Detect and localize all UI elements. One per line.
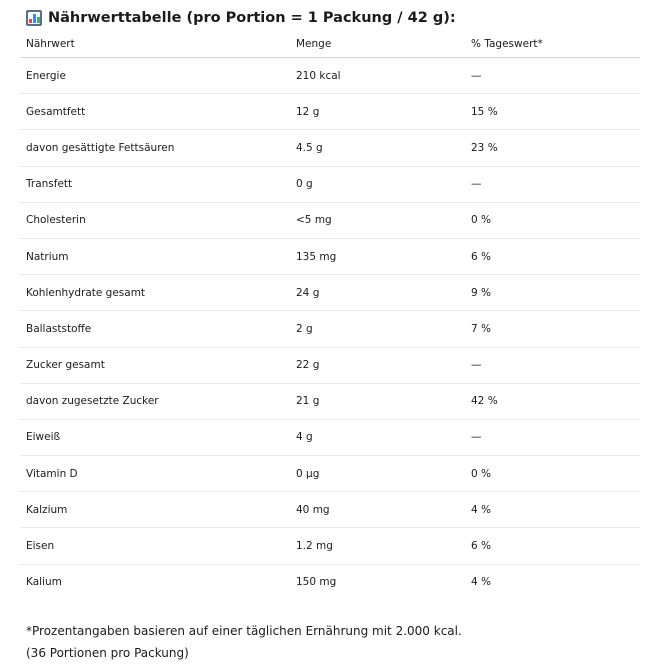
daily-value-cell: 9 %	[465, 275, 640, 311]
table-row	[20, 419, 640, 455]
nutrient-name-cell: Eisen	[20, 528, 290, 564]
nutrition-table	[20, 30, 640, 600]
nutrient-name-cell: Kohlenhydrate gesamt	[20, 275, 290, 311]
header-menge: Menge	[290, 30, 465, 58]
table-row	[20, 383, 640, 419]
nutrient-name-cell: davon zugesetzte Zucker	[20, 383, 290, 419]
nutrient-name-cell: Zucker gesamt	[20, 347, 290, 383]
amount-cell: 2 g	[290, 311, 465, 347]
nutrient-name-cell: Cholesterin	[20, 202, 290, 238]
table-row	[20, 238, 640, 274]
title-text: Nährwerttabelle (pro Portion = 1 Packung / 42 g):	[48, 10, 456, 26]
amount-cell: 21 g	[290, 383, 465, 419]
amount-cell: 150 mg	[296, 576, 337, 589]
daily-value-cell: 7 %	[465, 311, 640, 347]
nutrient-name-cell: Vitamin D	[20, 456, 290, 492]
footnote	[26, 620, 462, 664]
table-body	[20, 58, 640, 600]
nutrient-name-cell: Kalzium	[20, 492, 290, 528]
daily-value-cell: 42 %	[465, 383, 640, 419]
nutrient-name-cell: Energie	[20, 58, 290, 94]
nutrient-name-cell: davon gesättigte Fettsäuren	[20, 130, 290, 166]
table-row	[20, 94, 640, 130]
amount-cell: 0 g	[290, 166, 465, 202]
table-row	[20, 166, 640, 202]
header-naehrwert: Nährwert	[20, 30, 290, 58]
daily-value-cell: —	[465, 166, 640, 202]
table-row	[20, 58, 640, 94]
nutrient-name-cell: Kalium	[26, 576, 62, 589]
daily-value-cell: —	[465, 347, 640, 383]
daily-value-cell: 23 %	[465, 130, 640, 166]
daily-value-cell: 0 %	[465, 202, 640, 238]
amount-cell: 12 g	[290, 94, 465, 130]
amount-cell: 24 g	[290, 275, 465, 311]
amount-cell: 4 g	[290, 419, 465, 455]
table-header-row	[20, 30, 640, 58]
daily-value-cell: 0 %	[465, 456, 640, 492]
table-row	[20, 202, 640, 238]
header-tageswert: % Tageswert*	[465, 30, 640, 58]
amount-cell: 1.2 mg	[290, 528, 465, 564]
footnote-line-2: (36 Portionen pro Packung)	[26, 646, 189, 660]
table-row	[20, 456, 640, 492]
table-row	[20, 528, 640, 564]
table-row	[20, 564, 640, 600]
daily-value-cell: —	[465, 58, 640, 94]
daily-value-cell: 4 %	[471, 576, 491, 589]
amount-cell: <5 mg	[290, 202, 465, 238]
nutrient-name-cell: Gesamtfett	[20, 94, 290, 130]
amount-cell: 135 mg	[290, 238, 465, 274]
bar-chart-icon	[26, 10, 42, 26]
table-row	[20, 130, 640, 166]
footnote-line-1: *Prozentangaben basieren auf einer täglichen Ernährung mit 2.000 kcal.	[26, 624, 462, 638]
table-row	[20, 275, 640, 311]
nutrient-name-cell: Eiweiß	[20, 419, 290, 455]
amount-cell: 4.5 g	[290, 130, 465, 166]
amount-cell: 0 µg	[290, 456, 465, 492]
nutrient-name-cell: Ballaststoffe	[20, 311, 290, 347]
daily-value-cell: 6 %	[465, 528, 640, 564]
table-row	[20, 347, 640, 383]
amount-cell: 210 kcal	[290, 58, 465, 94]
daily-value-cell: —	[465, 419, 640, 455]
daily-value-cell: 15 %	[465, 94, 640, 130]
amount-cell: 22 g	[290, 347, 465, 383]
daily-value-cell: 6 %	[465, 238, 640, 274]
page-title	[26, 8, 456, 28]
table-row	[20, 311, 640, 347]
nutrient-name-cell: Transfett	[20, 166, 290, 202]
daily-value-cell: 4 %	[465, 492, 640, 528]
amount-cell: 40 mg	[290, 492, 465, 528]
nutrient-name-cell: Natrium	[20, 238, 290, 274]
table-row	[20, 492, 640, 528]
